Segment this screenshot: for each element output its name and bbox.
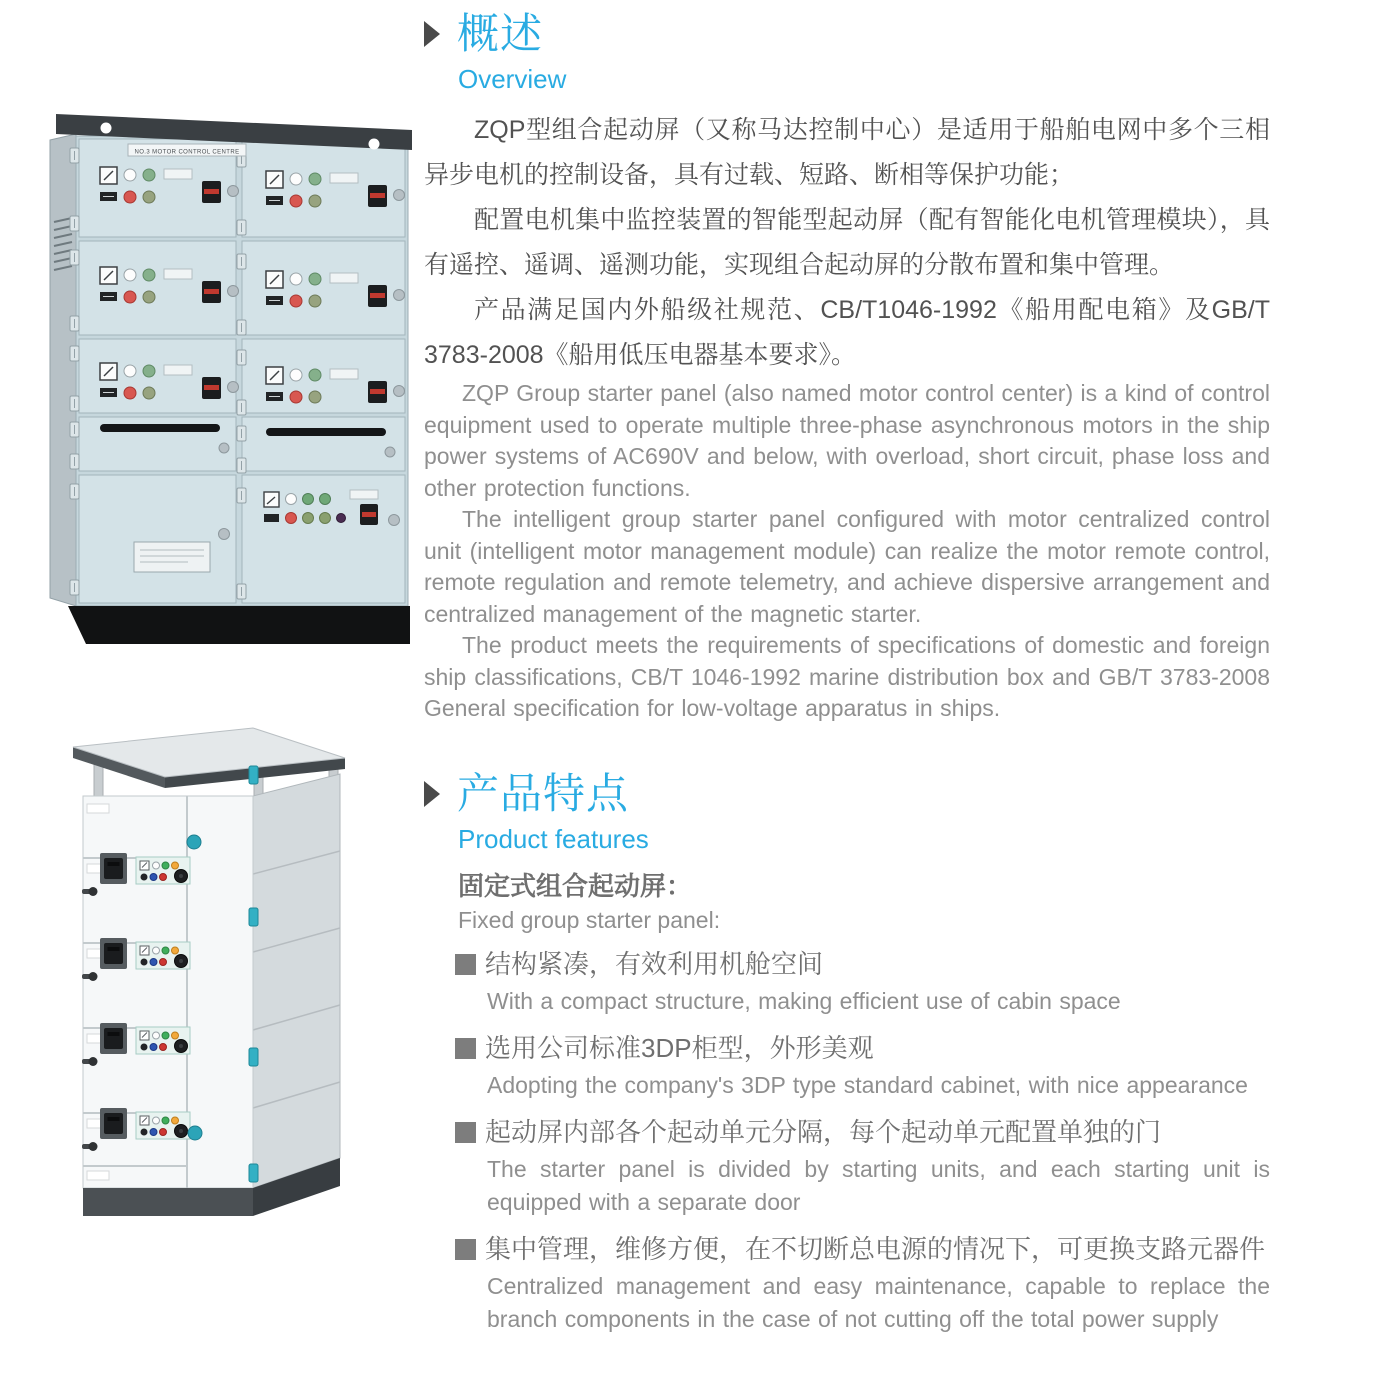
features-subtitle-en: Fixed group starter panel: (458, 907, 721, 933)
feature-list (424, 948, 1270, 1336)
section-marker-triangle-icon (424, 781, 440, 807)
overview-paragraph-en-1: ZQP Group starter panel (also named motor control center) is a kind of control equipment used to operate multiple three-phase asynchronous motors in the ship power systems of AC690V and below, with overload, short circuit, phase loss and other protection functions. (424, 380, 1270, 501)
overview-title-cn: 概述 (457, 10, 544, 57)
feature-item-cn-row (455, 948, 1270, 980)
feature-item (424, 1032, 1270, 1102)
overview-paragraph-en-3: The product meets the requirements of specifications of domestic and foreign ship classifications, CB/T 1046-1992 marine distribution box and GB/T 3783-2008 General specification for low-voltage apparatus in ships. (424, 632, 1270, 721)
feature-item-cn-row (455, 1032, 1270, 1064)
feature-item (424, 948, 1270, 1018)
feature-item-en: The starter panel is divided by starting units, and each starting unit is equipped with a separate door (487, 1156, 1270, 1215)
feature-item-cn-row (455, 1116, 1270, 1148)
bullet-square-icon (455, 1239, 476, 1260)
overview-header (424, 10, 1270, 58)
features-subtitle-cn: 固定式组合起动屏： (458, 871, 693, 901)
3dp-cabinet-illustration (72, 718, 352, 1246)
features-title-cn: 产品特点 (457, 770, 630, 817)
product-photo-group-starter-panel (42, 104, 422, 649)
cabinet-label-text: NO.3 MOTOR CONTROL CENTRE (134, 149, 240, 156)
feature-item-cn: 集中管理，维修方便，在不切断总电源的情况下，可更换支路元器件 (485, 1234, 1266, 1264)
feature-item-en: Adopting the company's 3DP type standard cabinet, with nice appearance (487, 1072, 1248, 1098)
features-header (424, 770, 1270, 818)
overview-paragraph-cn-1: ZQP型组合起动屏（又称马达控制中心）是适用于船舶电网中多个三相异步电机的控制设备，具有过载、短路、断相等保护功能； (424, 116, 1270, 189)
feature-item (424, 1116, 1270, 1219)
bullet-square-icon (455, 954, 476, 975)
overview-paragraph-en-2: The intelligent group starter panel configured with motor centralized control unit (intelligent motor management module) can realize the motor remote control, remote regulation and remote telemetry, and achieve dispersive arrangement and centralized management of the magnetic starter. (424, 506, 1270, 627)
overview-body (424, 108, 1270, 725)
bullet-square-icon (455, 1038, 476, 1059)
group-starter-panel-illustration (42, 104, 422, 649)
product-photo-3dp-cabinet (72, 718, 352, 1246)
feature-item-cn: 结构紧凑，有效利用机舱空间 (485, 949, 824, 979)
overview-section (424, 10, 1270, 725)
features-section (424, 770, 1270, 1336)
features-title-en: Product features (458, 824, 649, 854)
overview-paragraph-cn-3: 产品满足国内外船级社规范、CB/T1046-1992《船用配电箱》及GB/T 3783-2008《船用低压电器基本要求》。 (424, 296, 1270, 369)
feature-item-cn-row (455, 1233, 1270, 1265)
feature-item (424, 1233, 1270, 1336)
overview-title-en: Overview (458, 64, 567, 94)
overview-paragraph-cn-2: 配置电机集中监控装置的智能型起动屏（配有智能化电机管理模块），具有遥控、遥调、遥测功能，实现组合起动屏的分散布置和集中管理。 (424, 206, 1270, 279)
feature-item-en: With a compact structure, making efficient use of cabin space (487, 988, 1121, 1014)
feature-item-cn: 起动屏内部各个起动单元分隔，每个起动单元配置单独的门 (485, 1117, 1162, 1147)
section-marker-triangle-icon (424, 21, 440, 47)
feature-item-en: Centralized management and easy maintenance, capable to replace the branch components in the case of not cutting off the total power supply (487, 1273, 1270, 1332)
feature-item-cn: 选用公司标准3DP柜型，外形美观 (485, 1033, 874, 1063)
bullet-square-icon (455, 1122, 476, 1143)
